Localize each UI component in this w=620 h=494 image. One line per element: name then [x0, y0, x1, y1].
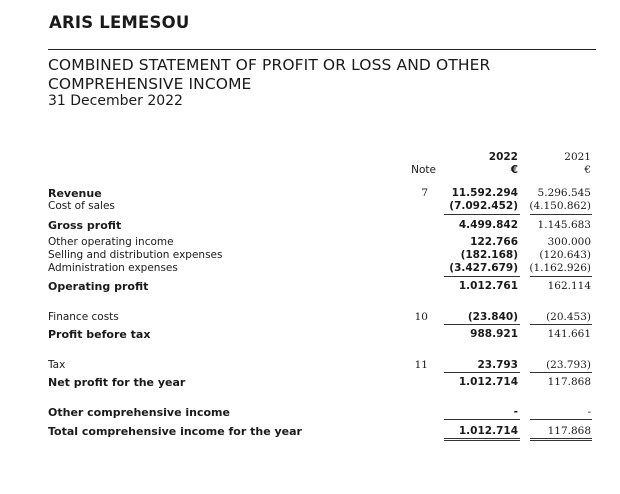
- row-administration: [0, 262, 620, 275]
- value-2022: 122.766: [470, 236, 518, 248]
- row-label: Other comprehensive income: [48, 406, 230, 419]
- subtotal-line-2021: [530, 276, 592, 277]
- row-label: Total comprehensive income for the year: [48, 425, 302, 438]
- value-2021: (1.162.926): [529, 262, 591, 274]
- company-name: ARIS LEMESOU: [49, 13, 190, 32]
- value-2021: 117.868: [547, 425, 591, 437]
- column-header-2022-unit: €: [510, 164, 518, 176]
- row-label: Cost of sales: [48, 200, 115, 212]
- value-2022: 11.592.294: [451, 187, 518, 199]
- statement-date: 31 December 2022: [48, 93, 183, 109]
- row-note: 11: [414, 359, 428, 371]
- subtotal-line-2022: [444, 214, 520, 215]
- row-label: Operating profit: [48, 280, 149, 293]
- row-label: Revenue: [48, 187, 102, 200]
- row-cost-of-sales: [0, 200, 620, 213]
- value-2021: (120.643): [539, 249, 591, 261]
- value-2021: (20.453): [546, 311, 591, 323]
- row-net-profit: [0, 376, 620, 389]
- subtotal-line-2022: [444, 324, 520, 325]
- subtotal-line-2021: [530, 419, 592, 420]
- header-rule: [48, 49, 596, 50]
- value-2022: -: [513, 406, 518, 418]
- value-2022: (23.840): [467, 311, 518, 323]
- total-double-line-2021: [530, 438, 592, 441]
- total-double-line-2022: [444, 438, 520, 441]
- value-2021: 117.868: [547, 376, 591, 388]
- value-2022: 23.793: [477, 359, 518, 371]
- value-2021: (23.793): [546, 359, 591, 371]
- row-finance-costs: [0, 311, 620, 324]
- value-2021: (4.150.862): [529, 200, 591, 212]
- row-label: Other operating income: [48, 236, 174, 248]
- value-2021: 162.114: [547, 280, 591, 292]
- row-operating-profit: [0, 280, 620, 293]
- value-2021: 141.661: [547, 328, 591, 340]
- row-revenue: [0, 187, 620, 200]
- row-label: Administration expenses: [48, 262, 178, 274]
- value-2021: -: [587, 406, 591, 418]
- value-2022: 1.012.714: [458, 376, 518, 388]
- value-2022: 1.012.714: [458, 425, 518, 437]
- value-2021: 5.296.545: [537, 187, 591, 199]
- statement-title: [48, 56, 490, 94]
- row-gross-profit: [0, 219, 620, 232]
- row-profit-before-tax: [0, 328, 620, 341]
- row-label: Finance costs: [48, 311, 119, 323]
- row-label: Net profit for the year: [48, 376, 186, 389]
- value-2021: 300.000: [547, 236, 591, 248]
- row-label: Tax: [48, 359, 66, 371]
- subtotal-line-2021: [530, 214, 592, 215]
- value-2022: 4.499.842: [458, 219, 518, 231]
- value-2022: 988.921: [470, 328, 518, 340]
- value-2022: (3.427.679): [449, 262, 518, 274]
- row-note: 10: [414, 311, 428, 323]
- column-header-2021: 2021: [564, 151, 591, 163]
- value-2022: 1.012.761: [458, 280, 518, 292]
- value-2021: 1.145.683: [537, 219, 591, 231]
- row-note: 7: [421, 187, 428, 199]
- column-header-2022: 2022: [488, 151, 518, 163]
- value-2022: (182.168): [460, 249, 518, 261]
- subtotal-line-2022: [444, 419, 520, 420]
- row-label: Profit before tax: [48, 328, 151, 341]
- subtotal-line-2022: [444, 276, 520, 277]
- row-label: Selling and distribution expenses: [48, 249, 223, 261]
- row-other-operating-income: [0, 236, 620, 249]
- column-header-note: Note: [411, 164, 436, 176]
- statement-title-line2: COMPREHENSIVE INCOME: [48, 75, 252, 93]
- value-2022: (7.092.452): [449, 200, 518, 212]
- row-total-comprehensive-income: [0, 425, 620, 438]
- column-header-2021-unit: €: [584, 164, 591, 176]
- subtotal-line-2021: [530, 372, 592, 373]
- subtotal-line-2021: [530, 324, 592, 325]
- row-selling-distribution: [0, 249, 620, 262]
- statement-title-line1: COMBINED STATEMENT OF PROFIT OR LOSS AND OTHER: [48, 56, 491, 74]
- row-other-comprehensive-income: [0, 406, 620, 419]
- subtotal-line-2022: [444, 372, 520, 373]
- row-label: Gross profit: [48, 219, 122, 232]
- row-tax: [0, 359, 620, 372]
